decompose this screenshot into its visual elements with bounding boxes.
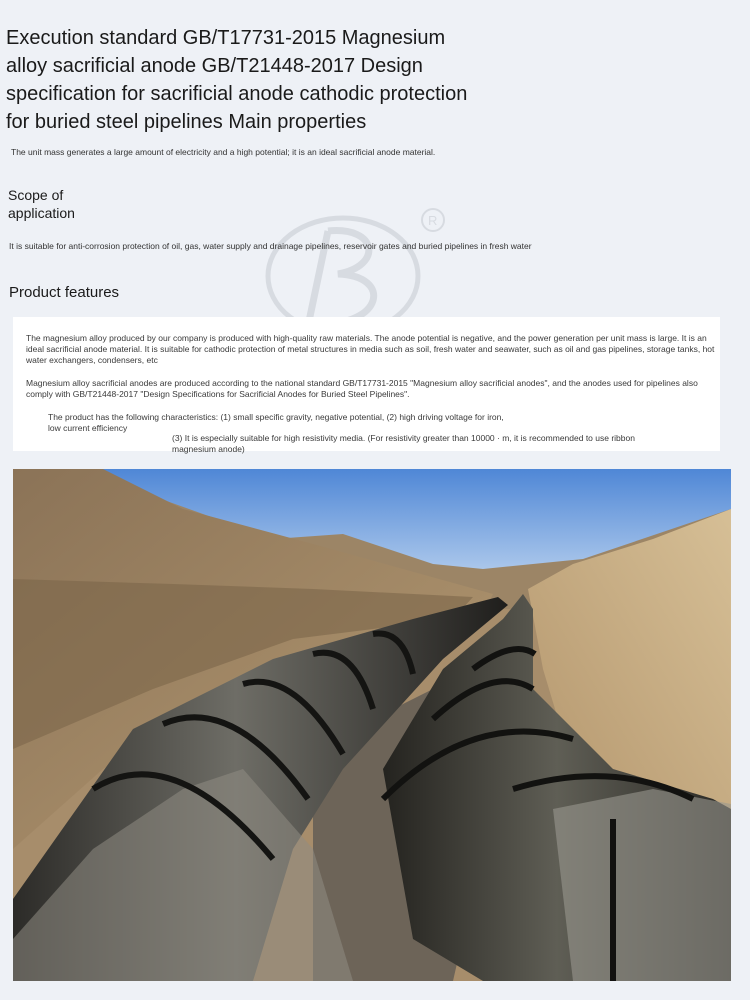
features-paragraph-2: Magnesium alloy sacrificial anodes are produced according to the national standard GB/T17731-2015 "Magnesium alloy sacrificial anodes", and the anodes used for pipelines also comply with GB/T21448-2017 "Design Specifications for Sacrificial Anodes for Buried Steel Pipelines". xyxy=(26,378,698,399)
features-characteristics: The product has the following characteristics: (1) small specific gravity, negative potential, (2) high driving voltage for iron, low current efficiency xyxy=(48,412,504,433)
pipeline-photo-illustration xyxy=(13,469,731,981)
features-characteristics-2: (3) It is especially suitable for high resistivity media. (For resistivity greater than 10000 · m, it is recommended to use ribbon magnesium anode) xyxy=(172,433,635,454)
scope-text: It is suitable for anti-corrosion protection of oil, gas, water supply and drainage pipelines, reservoir gates and buried pipelines in fresh water xyxy=(9,241,532,251)
pipeline-trench-photo xyxy=(13,469,731,981)
intro-text: The unit mass generates a large amount of electricity and a high potential; it is an ideal sacrificial anode material. xyxy=(11,147,436,157)
svg-text:R: R xyxy=(428,213,438,228)
page-title: Execution standard GB/T17731-2015 Magnesium alloy sacrificial anode GB/T21448-2017 Design specification for sacrificial anode cathodic protection for buried steel pipelines Main properties xyxy=(6,27,468,133)
features-heading: Product features xyxy=(9,284,120,301)
features-panel xyxy=(13,317,720,454)
features-paragraph-1: The magnesium alloy produced by our company is produced with high-quality raw materials. The anode potential is negative, and the power generation per unit mass is large. It is an ideal sacrificial anode material. It is suitable for cathodic protection of metal structures in media such as soil, fresh water and seawater, such as oil and gas pipelines, storage tanks, hot water exchangers, condensers, etc xyxy=(26,333,715,365)
scope-heading: Scope of application xyxy=(8,187,75,221)
